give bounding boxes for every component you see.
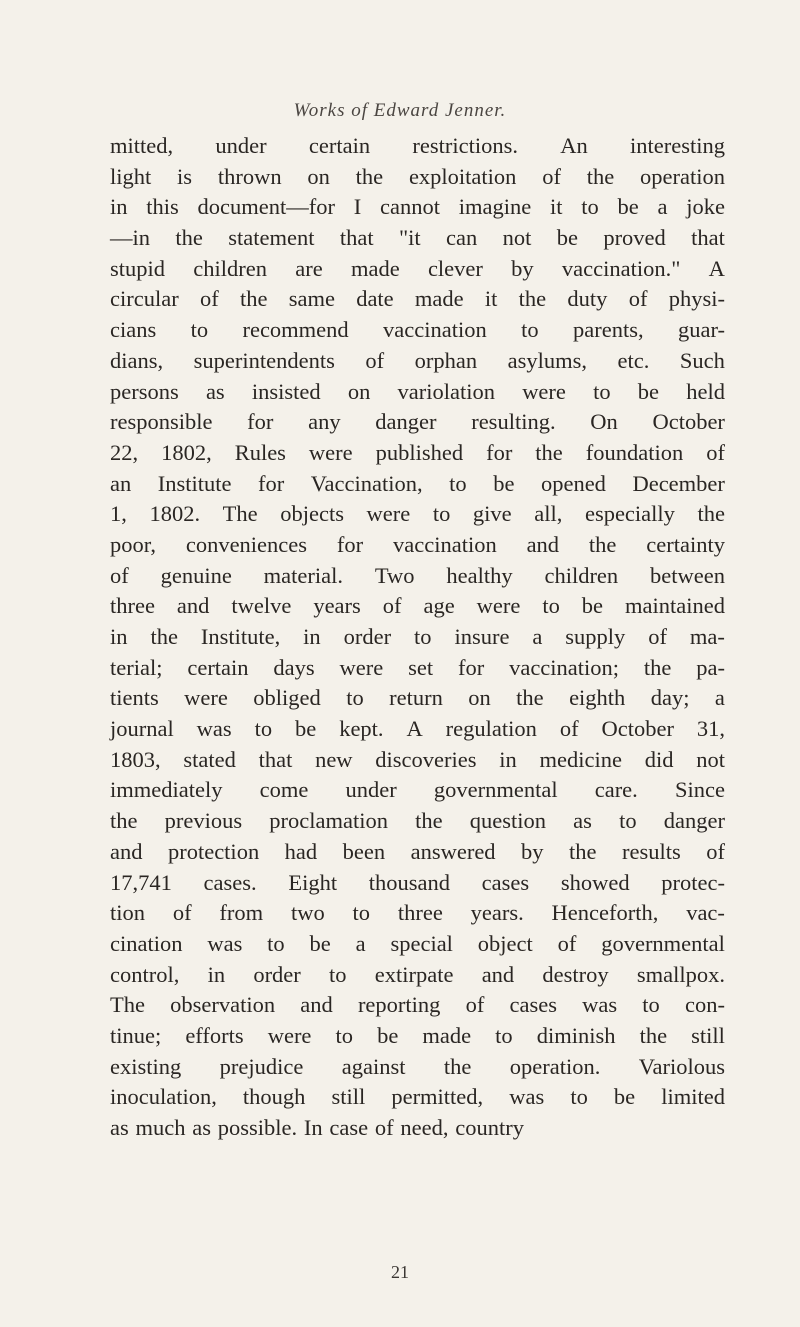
text-line: inoculation, though still permitted, was to be limited bbox=[110, 1084, 725, 1110]
text-line: tients were obliged to return on the eighth day; a bbox=[110, 685, 725, 711]
text-line: cians to recommend vaccination to parents, guar- bbox=[110, 317, 725, 343]
text-line: light is thrown on the exploitation of the operation bbox=[110, 163, 725, 189]
page-number: 21 bbox=[391, 1262, 409, 1282]
text-line: the previous proclamation the question as to danger bbox=[110, 808, 725, 834]
text-line: control, in order to extirpate and destroy smallpox. bbox=[110, 961, 725, 987]
text-line: three and twelve years of age were to be maintained bbox=[110, 593, 725, 619]
text-line: of genuine material. Two healthy children between bbox=[110, 562, 725, 588]
text-line: persons as insisted on variolation were to be held bbox=[110, 378, 725, 404]
text-line: in the Institute, in order to insure a supply of ma- bbox=[110, 624, 725, 649]
text-line: 1, 1802. The objects were to give all, especially the bbox=[110, 501, 725, 527]
text-line: 22, 1802, Rules were published for the foundation of bbox=[110, 439, 725, 465]
text-line: stupid children are made clever by vaccination." A bbox=[110, 255, 725, 281]
text-line: and protection had been answered by the results of bbox=[110, 838, 725, 864]
text-line: 17,741 cases. Eight thousand cases showed protec- bbox=[110, 869, 725, 895]
text-line: as much as possible. In case of need, country bbox=[110, 1115, 524, 1140]
text-line: cination was to be a special object of governmental bbox=[110, 930, 725, 956]
text-line: dians, superintendents of orphan asylums, etc. Such bbox=[110, 347, 725, 373]
text-line: an Institute for Vaccination, to be opened December bbox=[110, 470, 725, 496]
text-line: tion of from two to three years. Henceforth, vac- bbox=[110, 900, 725, 926]
text-line: 1803, stated that new discoveries in medicine did not bbox=[110, 746, 725, 772]
text-line: in this document—for I cannot imagine it to be a joke bbox=[110, 194, 725, 220]
text-line: poor, conveniences for vaccination and the certainty bbox=[110, 531, 725, 557]
text-line: circular of the same date made it the duty of physi- bbox=[110, 286, 725, 312]
text-line: The observation and reporting of cases was to con- bbox=[110, 992, 725, 1018]
text-line: journal was to be kept. A regulation of October 31, bbox=[110, 716, 725, 742]
text-line: terial; certain days were set for vaccination; the pa- bbox=[110, 654, 725, 680]
text-line: tinue; efforts were to be made to diminish the still bbox=[110, 1022, 725, 1048]
text-line: mitted, under certain restrictions. An interesting bbox=[110, 133, 725, 158]
text-line: —in the statement that "it can not be proved that bbox=[110, 225, 725, 251]
text-line: existing prejudice against the operation. Variolous bbox=[110, 1053, 725, 1079]
text-line: immediately come under governmental care. Since bbox=[110, 777, 725, 803]
body-text bbox=[110, 131, 725, 1144]
running-head: Works of Edward Jenner. bbox=[293, 100, 507, 121]
text-line: responsible for any danger resulting. On October bbox=[110, 409, 725, 435]
